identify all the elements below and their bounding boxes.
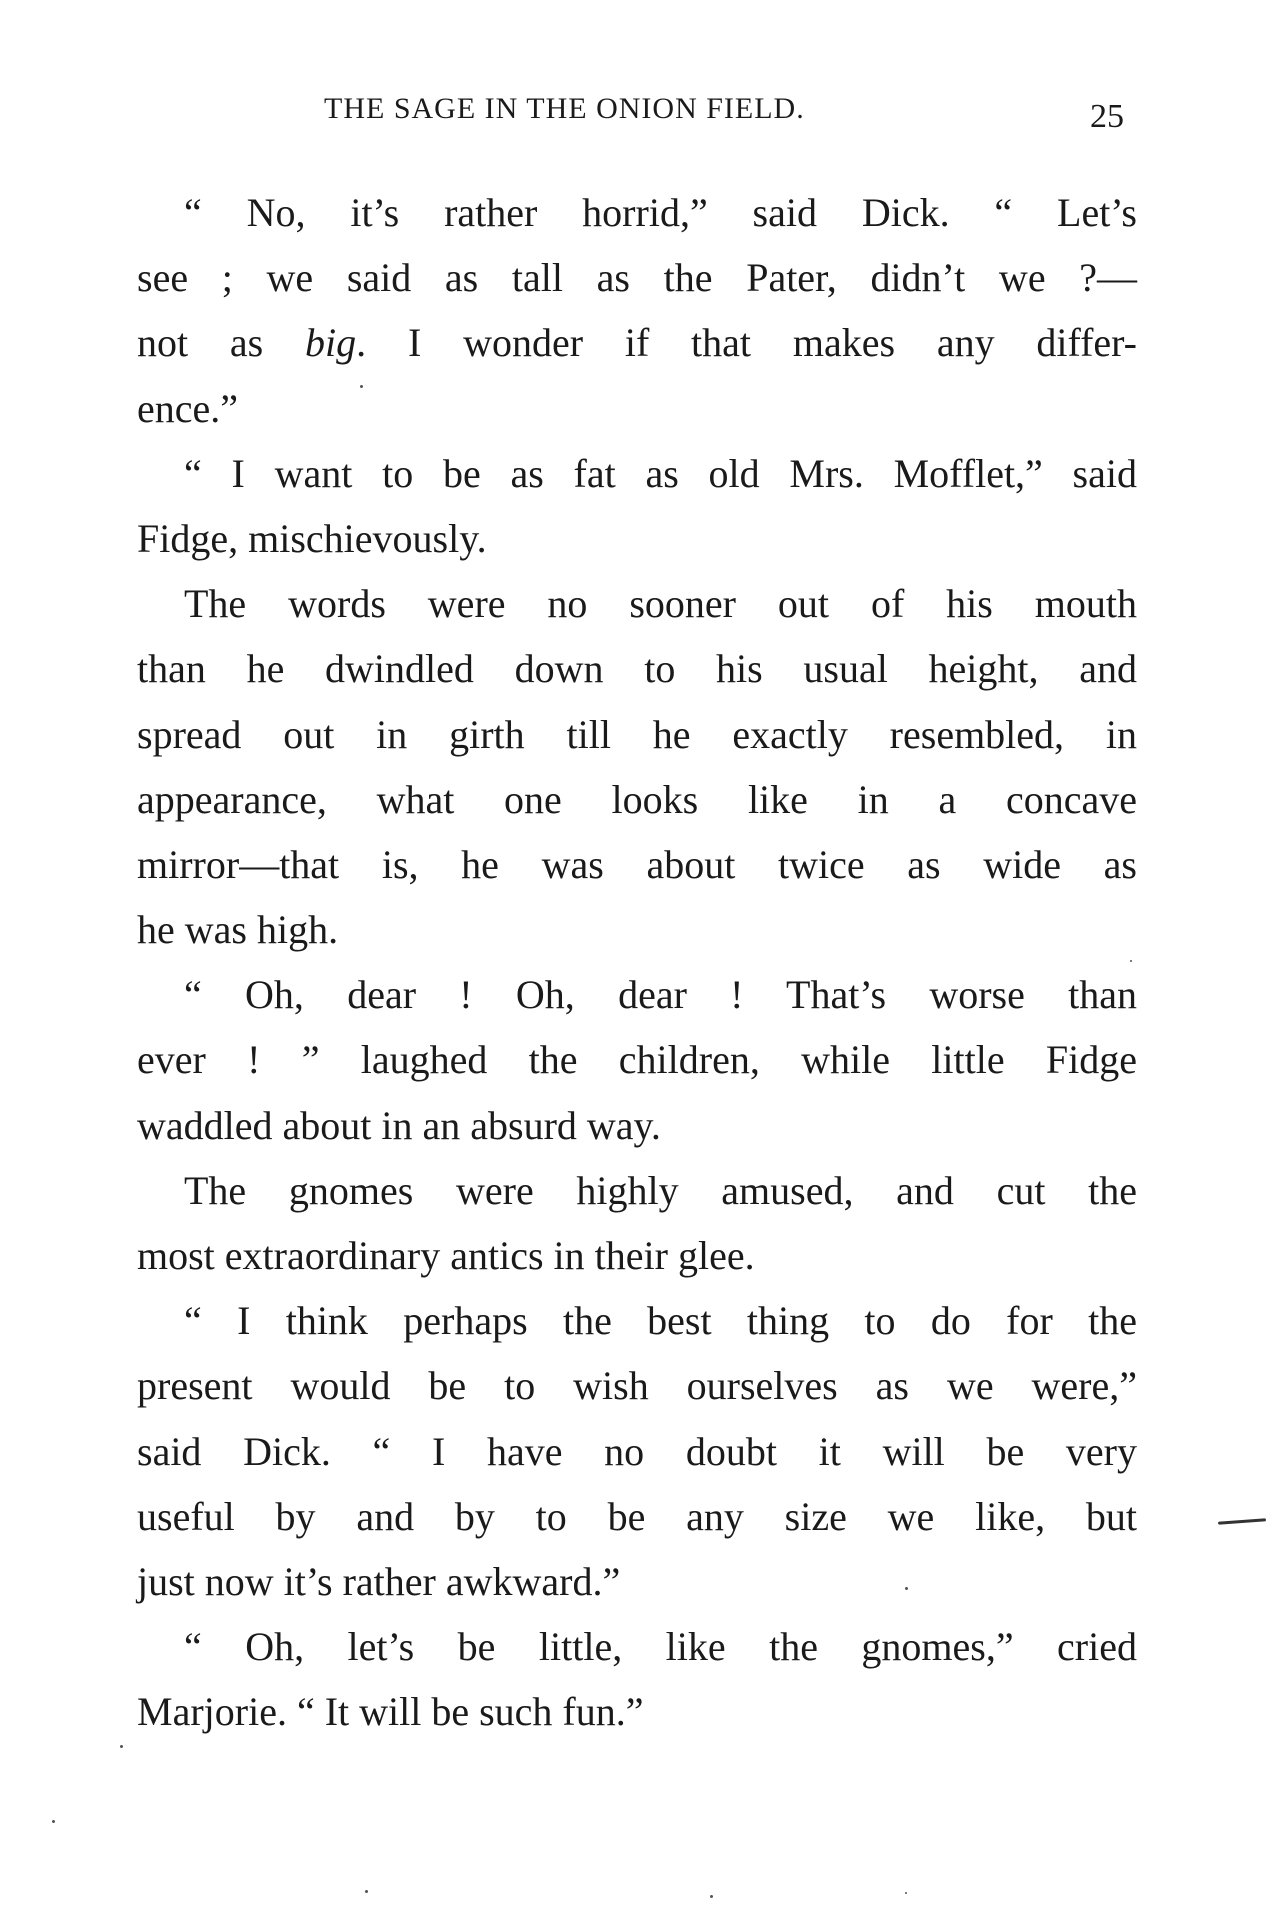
text-line: see ; we said as tall as the Pater, didn’t we ?— bbox=[137, 255, 1137, 301]
text-line: “ I think perhaps the best thing to do for the bbox=[184, 1298, 1137, 1344]
text-line: present would be to wish ourselves as we were,” bbox=[137, 1363, 1137, 1409]
paper-speck bbox=[905, 1587, 908, 1590]
text-line: ence.” bbox=[137, 385, 239, 431]
text-line: “ Oh, let’s be little, like the gnomes,” cried bbox=[184, 1624, 1137, 1670]
text-line: “ Oh, dear ! Oh, dear ! That’s worse than bbox=[184, 972, 1137, 1018]
margin-mark bbox=[1218, 1518, 1266, 1524]
text-line: ever ! ” laughed the children, while little Fidge bbox=[137, 1037, 1137, 1083]
text-line: he was high. bbox=[137, 907, 339, 953]
paper-speck bbox=[52, 1820, 55, 1823]
text-fragment: . I wonder if that makes any differ- bbox=[356, 320, 1137, 366]
text-fragment: not as bbox=[137, 320, 306, 366]
text-line: The words were no sooner out of his mouth bbox=[184, 581, 1137, 627]
body-text bbox=[137, 180, 1137, 1745]
text-line: “ I want to be as fat as old Mrs. Mofflet,” said bbox=[184, 450, 1137, 496]
text-line: just now it’s rather awkward.” bbox=[137, 1558, 621, 1604]
text-line: appearance, what one looks like in a concave bbox=[137, 776, 1137, 822]
text-line: The gnomes were highly amused, and cut the bbox=[184, 1167, 1137, 1213]
text-line: mirror—that is, he was about twice as wide as bbox=[137, 841, 1137, 887]
text-line: said Dick. “ I have no doubt it will be very bbox=[137, 1428, 1137, 1474]
italic-word: big bbox=[305, 320, 357, 366]
paper-speck bbox=[360, 385, 363, 388]
page-number: 25 bbox=[1090, 98, 1124, 135]
paper-speck bbox=[905, 1892, 907, 1894]
paper-speck bbox=[365, 1890, 368, 1893]
text-line: “ No, it’s rather horrid,” said Dick. “ Let’s bbox=[184, 190, 1137, 235]
text-line: useful by and by to be any size we like, but bbox=[137, 1493, 1137, 1539]
text-line bbox=[137, 310, 1137, 375]
paper-speck bbox=[710, 1895, 713, 1898]
paper-speck bbox=[120, 1745, 123, 1748]
text-line: Marjorie. “ It will be such fun.” bbox=[137, 1689, 644, 1735]
paper-speck bbox=[1130, 960, 1132, 962]
text-line: Fidge, mischievously. bbox=[137, 515, 487, 561]
text-line: waddled about in an absurd way. bbox=[137, 1102, 661, 1148]
running-title: THE SAGE IN THE ONION FIELD. bbox=[324, 92, 805, 125]
text-line: than he dwindled down to his usual height, and bbox=[137, 646, 1137, 692]
text-line: most extraordinary antics in their glee. bbox=[137, 1233, 755, 1278]
text-line: spread out in girth till he exactly resembled, in bbox=[137, 711, 1137, 757]
